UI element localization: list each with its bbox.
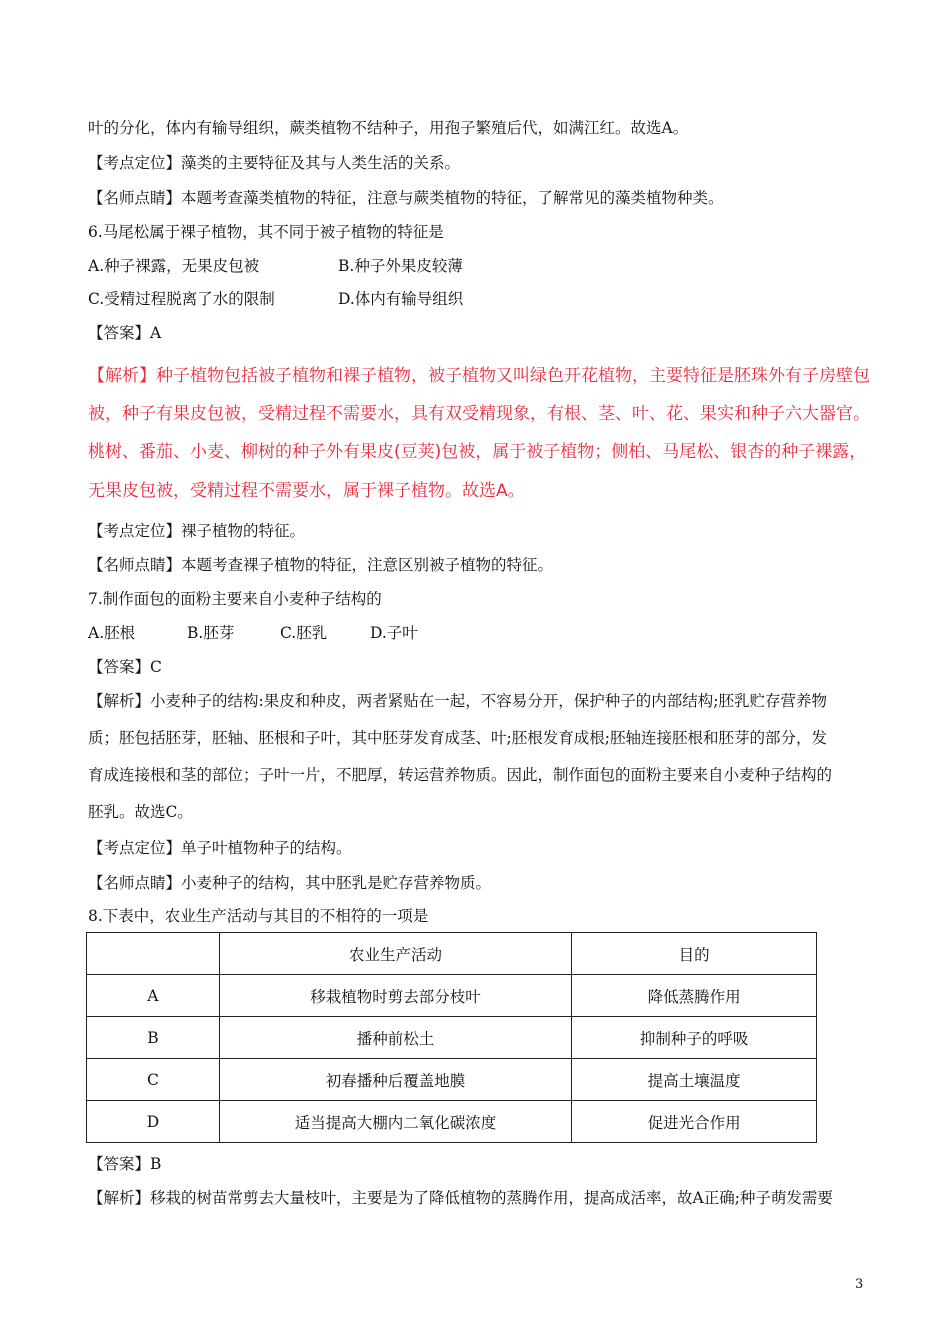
q7-option-a: A.胚根 bbox=[88, 624, 136, 642]
q6-answer: 【答案】A bbox=[88, 324, 162, 342]
q6-jiexi-line-4: 无果皮包被，受精过程不需要水，属于裸子植物。故选A。 bbox=[88, 481, 525, 501]
table-cell: C bbox=[87, 1059, 220, 1101]
q6-option-a: A.种子裸露，无果皮包被 bbox=[88, 257, 260, 275]
table-cell: B bbox=[87, 1017, 220, 1059]
table-header-row bbox=[87, 933, 817, 975]
q6-jiexi-line-2: 被，种子有果皮包被，受精过程不需要水，具有双受精现象，有根、茎、叶、花、果实和种子六大器官。 bbox=[88, 404, 870, 424]
prev-tail-text: 叶的分化，体内有输导组织，蕨类植物不结种子，用孢子繁殖后代，如满江红。故选A。 bbox=[88, 119, 689, 137]
table-header-cell: 目的 bbox=[572, 933, 817, 975]
table-row bbox=[87, 1017, 817, 1059]
table-cell: 移栽植物时剪去部分枝叶 bbox=[219, 975, 572, 1017]
table-cell: 抑制种子的呼吸 bbox=[572, 1017, 817, 1059]
q7-answer: 【答案】C bbox=[88, 658, 162, 676]
q6-jiexi-line-3: 桃树、番茄、小麦、柳树的种子外有果皮(豆荚)包被，属于被子植物；侧柏、马尾松、银杏的种子裸露， bbox=[88, 442, 867, 462]
q6-jiexi-line-1: 【解析】种子植物包括被子植物和裸子植物，被子植物又叫绿色开花植物，主要特征是胚珠外有子房壁包 bbox=[88, 366, 870, 386]
table-cell: D bbox=[87, 1101, 220, 1143]
table-cell: 促进光合作用 bbox=[572, 1101, 817, 1143]
table-header-cell: 农业生产活动 bbox=[219, 933, 572, 975]
q6-stem: 6.马尾松属于裸子植物，其不同于被子植物的特征是 bbox=[88, 223, 444, 241]
q6-option-b: B.种子外果皮较薄 bbox=[338, 257, 463, 275]
q6-option-d: D.体内有输导组织 bbox=[338, 290, 464, 308]
table-row bbox=[87, 1101, 817, 1143]
table-cell: 适当提高大棚内二氧化碳浓度 bbox=[219, 1101, 572, 1143]
q8-jiexi-line-1: 【解析】移栽的树苗常剪去大量枝叶，主要是为了降低植物的蒸腾作用，提高成活率，故A正确;种子萌发需要 bbox=[88, 1189, 833, 1207]
q7-jiexi-line-1: 【解析】小麦种子的结构:果皮和种皮，两者紧贴在一起，不容易分开，保护种子的内部结构;胚乳贮存营养物 bbox=[88, 692, 827, 710]
q7-jiexi-line-3: 育成连接根和茎的部位；子叶一片，不肥厚，转运营养物质。因此，制作面包的面粉主要来自小麦种子结构的 bbox=[88, 766, 833, 784]
q8-table bbox=[86, 932, 817, 1143]
q6-mingshi: 【名师点睛】本题考查裸子植物的特征，注意区别被子植物的特征。 bbox=[88, 556, 554, 574]
q7-jiexi-line-4: 胚乳。故选C。 bbox=[88, 803, 193, 821]
table-cell: 初春播种后覆盖地膜 bbox=[219, 1059, 572, 1101]
q7-jiexi-line-2: 质；胚包括胚芽，胚轴、胚根和子叶，其中胚芽发育成茎、叶;胚根发育成根;胚轴连接胚根和胚芽的部分，发 bbox=[88, 729, 827, 747]
q7-option-b: B.胚芽 bbox=[187, 624, 235, 642]
prev-mingshi: 【名师点睛】本题考查藻类植物的特征，注意与蕨类植物的特征，了解常见的藻类植物种类。 bbox=[88, 189, 724, 207]
table-cell: 播种前松土 bbox=[219, 1017, 572, 1059]
prev-kaodian: 【考点定位】藻类的主要特征及其与人类生活的关系。 bbox=[88, 154, 461, 172]
table-row bbox=[87, 975, 817, 1017]
q6-option-c: C.受精过程脱离了水的限制 bbox=[88, 290, 275, 308]
q8-answer: 【答案】B bbox=[88, 1155, 162, 1173]
table-cell: A bbox=[87, 975, 220, 1017]
q6-kaodian: 【考点定位】裸子植物的特征。 bbox=[88, 522, 306, 540]
table-header-cell bbox=[87, 933, 220, 975]
q7-option-c: C.胚乳 bbox=[280, 624, 328, 642]
table-cell: 降低蒸腾作用 bbox=[572, 975, 817, 1017]
table-row bbox=[87, 1059, 817, 1101]
page-number: 3 bbox=[855, 1277, 864, 1292]
table-cell: 提高土壤温度 bbox=[572, 1059, 817, 1101]
q7-stem: 7.制作面包的面粉主要来自小麦种子结构的 bbox=[88, 590, 382, 608]
q8-stem: 8.下表中，农业生产活动与其目的不相符的一项是 bbox=[88, 907, 429, 925]
q7-mingshi: 【名师点睛】小麦种子的结构，其中胚乳是贮存营养物质。 bbox=[88, 874, 492, 892]
q7-kaodian: 【考点定位】单子叶植物种子的结构。 bbox=[88, 839, 352, 857]
q7-option-d: D.子叶 bbox=[370, 624, 418, 642]
